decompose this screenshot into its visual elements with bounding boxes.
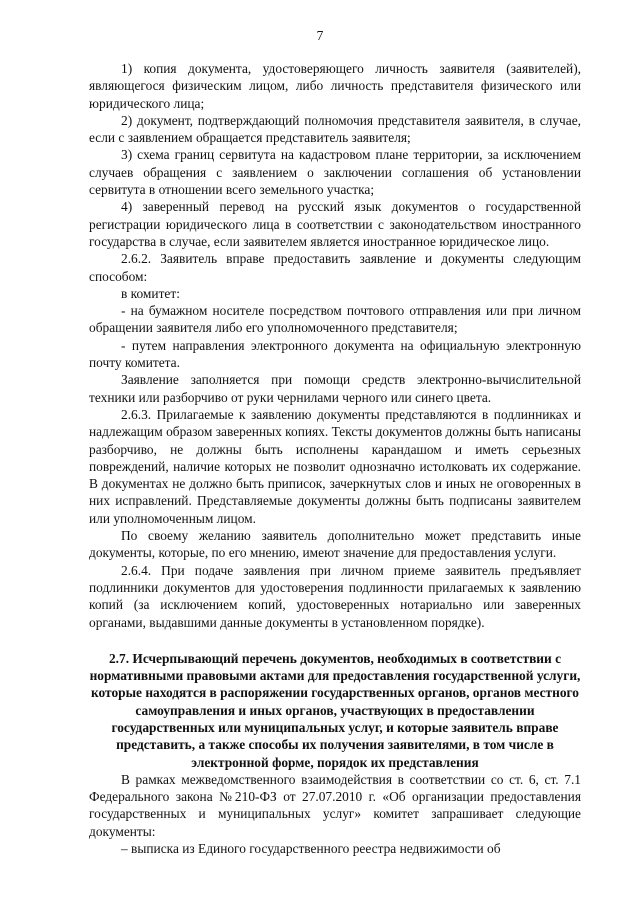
list-item-servitude-scheme: 3) схема границ сервитута на кадастровом плане территории, за исключением случаев обращения с заявлением о заключении соглашения об установлении сервитута в отношении всего земельного участка; (89, 147, 581, 198)
application-filling-rule: Заявление заполняется при помощи средств электронно-вычислительной техники или разборчиво от руки чернилами черного или синего цвета. (89, 372, 581, 405)
clause-2-6-4: 2.6.4. При подаче заявления при личном приеме заявитель предъявляет подлинники документов для удостоверения подлинности прилагаемых к заявлению копий (за исключением копий, удостоверенных нотариально или заверенных органами, выдавшими данные документы в установленном порядке). (89, 562, 581, 630)
list-item-egrn-extract: – выписка из Единого государственного реестра недвижимости об (121, 841, 501, 857)
list-item-authority-document: 2) документ, подтверждающий полномочия представителя заявителя, в случае, если с заявлением обращается представитель заявителя; (89, 112, 581, 146)
document-body (89, 60, 581, 857)
clause-2-6-3: 2.6.3. Прилагаемые к заявлению документы представляются в подлинниках и надлежащим образом заверенных копиях. Тексты документов должны быть написаны разборчиво, не должны быть исполнены карандашом и иметь серьезных повреждений, наличие которых не позволит однозначно истолковать их содержание. В документах не должно быть приписок, зачеркнутых слов и иных не оговоренных в них исправлений. Представляемые документы должны быть подписаны заявителем или уполномоченным лицом. (89, 406, 581, 526)
submission-target: в комитет: (121, 285, 180, 301)
page-number: 7 (316, 28, 324, 43)
section-heading-2-7: 2.7. Исчерпывающий перечень документов, необходимых в соответствии с нормативными правовыми актами для предоставления государственной услуги, которые находятся в распоряжении государственных органов, органов местного самоуправления и иных органов, участвующих в предоставлении государственных или муниципальных услуг, и которые заявитель вправе представить, а также способы их получения заявителями, в том числе в электронной форме, порядок их представления (89, 650, 581, 770)
submission-method-email: - путем направления электронного документа на официальную электронную почту комитета. (89, 337, 581, 371)
list-item-passport-copy: 1) копия документа, удостоверяющего личность заявителя (заявителей), являющегося физическим лицом, либо личность представителя физического или юридического лица; (89, 61, 581, 111)
additional-documents-paragraph: По своему желанию заявитель дополнительно может представить иные документы, которые, по его мнению, имеют значение для предоставления услуги. (89, 528, 581, 561)
clause-2-6-2: 2.6.2. Заявитель вправе предоставить заявление и документы следующим способом: (89, 251, 581, 284)
submission-method-paper: - на бумажном носителе посредством почтового отправления или при личном обращении заявителя либо его уполномоченного представителя; (89, 303, 581, 336)
list-item-certified-translation: 4) заверенный перевод на русский язык документов о государственной регистрации юридического лица в соответствии с законодательством иностранного государства в случае, если заявителем является иностранное юридическое лицо. (89, 199, 581, 249)
interagency-paragraph: В рамках межведомственного взаимодействия в соответствии со ст. 6, ст. 7.1 Федерального закона №210-ФЗ от 27.07.2010 г. «Об организации предоставления государственных и муниципальных услуг» комитет запрашивает следующие документы: (89, 771, 581, 839)
